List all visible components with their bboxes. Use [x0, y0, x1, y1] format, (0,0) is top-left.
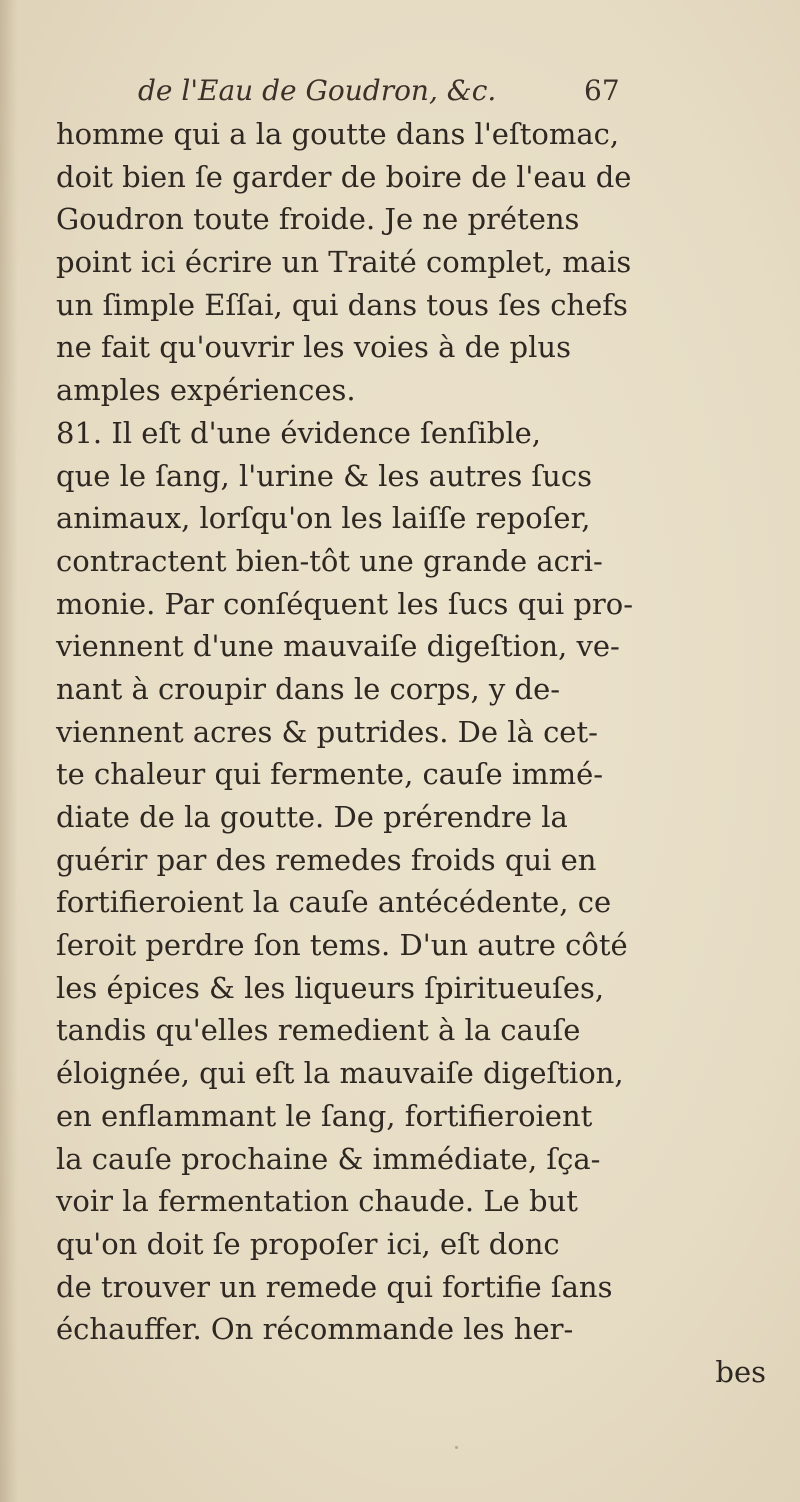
text-line: que le ſang, l'urine & les autres ſucs: [56, 458, 592, 493]
text-line: monie. Par conſéquent les ſucs qui pro-: [56, 586, 634, 621]
text-line: les épices & les liqueurs ſpiritueuſes,: [56, 970, 605, 1005]
gutter-shadow: [0, 0, 18, 1502]
text-line: amples expériences.: [56, 373, 356, 408]
text-line: en enflammant le ſang, fortifieroient: [56, 1098, 593, 1133]
text-line: tandis qu'elles remedient à la cauſe: [56, 1013, 581, 1048]
text-line: la cauſe prochaine & immédiate, ſça-: [56, 1141, 601, 1176]
text-line: un ſimple Eſſai, qui dans tous ſes chefs: [56, 287, 628, 322]
text-line: viennent d'une mauvaiſe digeſtion, ve-: [56, 629, 620, 664]
text-line: viennent acres & putrides. De là cet-: [56, 714, 598, 749]
text-line: fortifieroient la cauſe antécédente, ce: [56, 885, 612, 920]
text-line: animaux, lorſqu'on les laiſſe repoſer,: [56, 501, 591, 536]
text-line: nant à croupir dans le corps, y de-: [56, 671, 561, 706]
text-line: ne fait qu'ouvrir les voies à de plus: [56, 330, 571, 365]
page-number: 67: [584, 74, 620, 107]
body-text: [56, 113, 766, 1394]
text-line: contractent bien-tôt une grande acri-: [56, 543, 603, 578]
text-line: Goudron toute froide. Je ne prétens: [56, 202, 580, 237]
text-line: diate de la goutte. De prérendre la: [56, 800, 568, 834]
text-line: guérir par des remedes froids qui en: [56, 842, 597, 877]
text-line: ſeroit perdre ſon tems. D'un autre côté: [56, 928, 628, 963]
paper-speck: [455, 1446, 458, 1449]
text-line: te chaleur qui fermente, cauſe immé-: [56, 757, 604, 792]
text-line: échauffer. On récommande les her-: [56, 1312, 574, 1347]
text-line: de trouver un remede qui fortifie ſans: [56, 1269, 613, 1304]
text-line: voir la fermentation chaude. Le but: [56, 1184, 578, 1219]
paper-speck: [82, 213, 85, 216]
text-line: qu'on doit ſe propoſer ici, eſt donc: [56, 1226, 560, 1261]
text-line: éloignée, qui eſt la mauvaiſe digeſtion,: [56, 1056, 624, 1091]
text-line: doit bien ſe garder de boire de l'eau de: [56, 159, 632, 194]
text-line: 81. Il eſt d'une évidence ſenſible,: [56, 415, 541, 450]
catchword: bes: [715, 1354, 766, 1389]
running-head-title: de l'Eau de Goudron, &c.: [138, 74, 497, 107]
text-line: point ici écrire un Traité complet, mais: [56, 245, 632, 280]
text-line: homme qui a la goutte dans l'eſtomac,: [56, 117, 620, 151]
running-head: [138, 74, 738, 114]
